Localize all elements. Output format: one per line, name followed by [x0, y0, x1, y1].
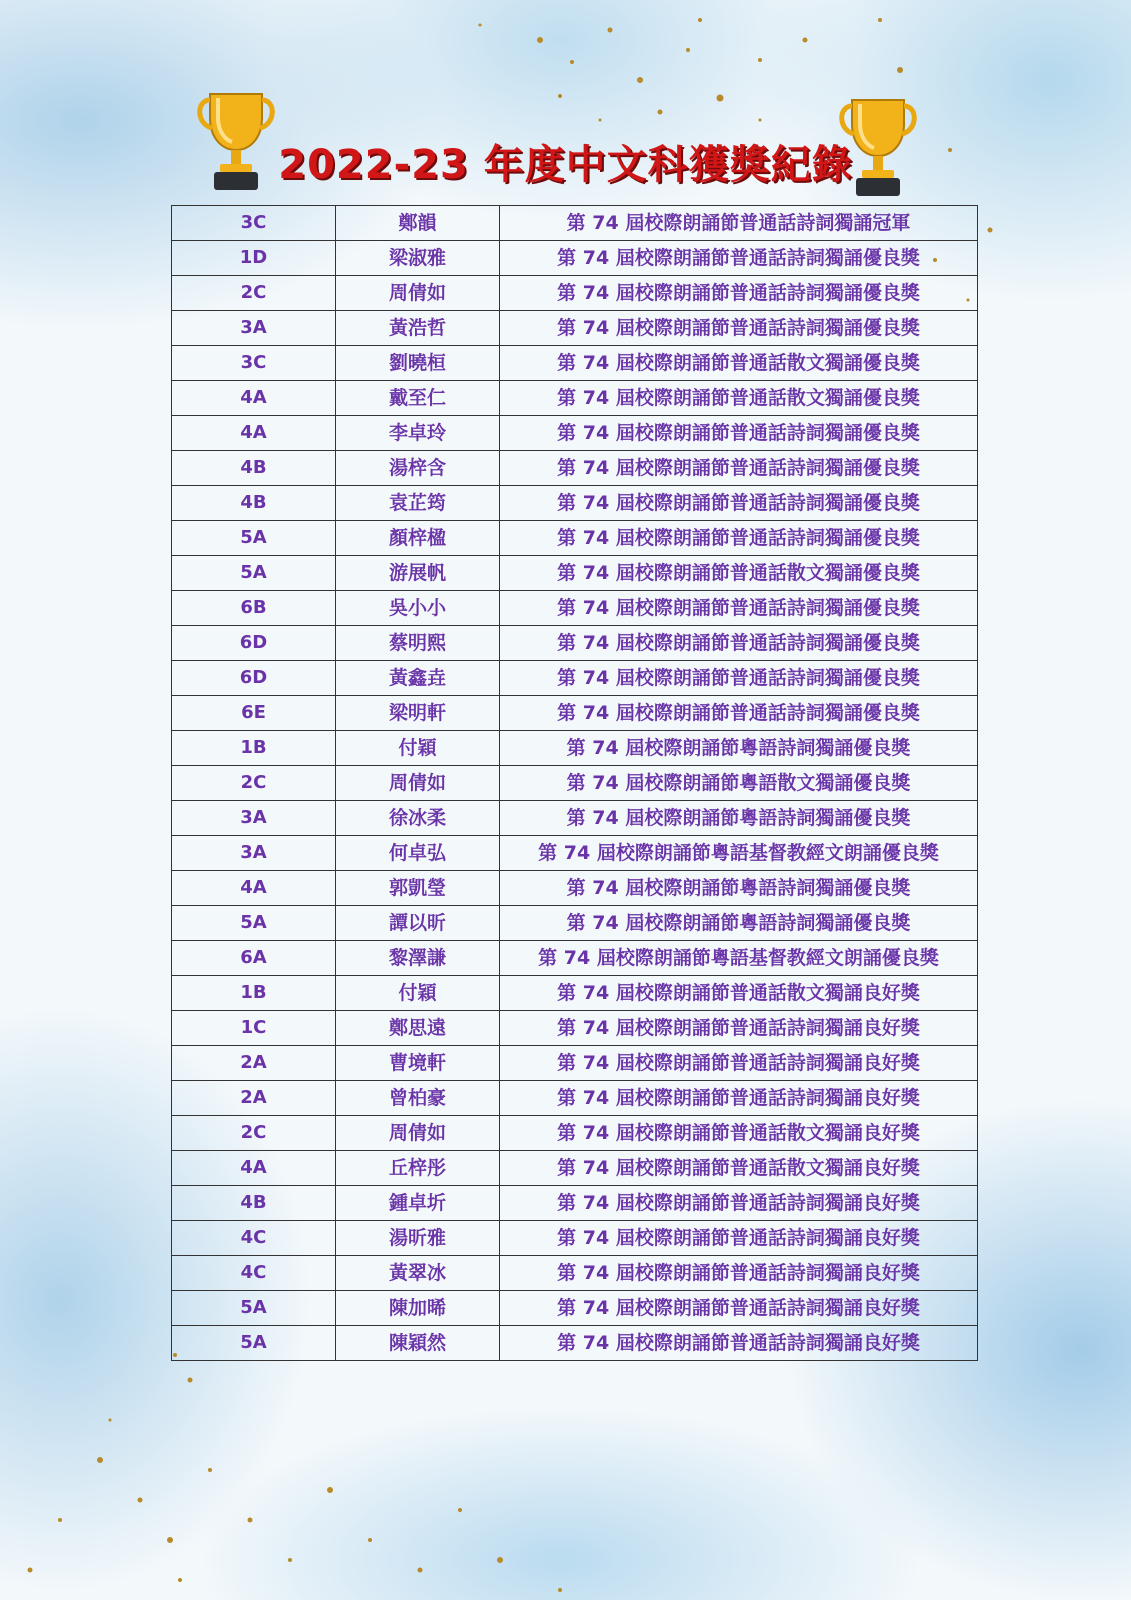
class-cell: 4B	[172, 451, 336, 486]
table-row	[172, 1116, 978, 1151]
class-cell: 4C	[172, 1221, 336, 1256]
table-row	[172, 661, 978, 696]
table-row	[172, 311, 978, 346]
class-cell: 5A	[172, 556, 336, 591]
award-cell: 第 74 屆校際朗誦節普通話詩詞獨誦優良獎	[500, 276, 978, 311]
class-cell: 3A	[172, 836, 336, 871]
class-cell: 1B	[172, 731, 336, 766]
award-cell: 第 74 屆校際朗誦節普通話散文獨誦良好獎	[500, 1116, 978, 1151]
class-cell: 6B	[172, 591, 336, 626]
table-row	[172, 1326, 978, 1361]
class-cell: 3C	[172, 206, 336, 241]
award-cell: 第 74 屆校際朗誦節普通話詩詞獨誦良好獎	[500, 1326, 978, 1361]
class-cell: 6A	[172, 941, 336, 976]
table-row	[172, 1221, 978, 1256]
table-row	[172, 941, 978, 976]
table-row	[172, 1291, 978, 1326]
class-cell: 4A	[172, 416, 336, 451]
table-row	[172, 731, 978, 766]
table-row	[172, 1151, 978, 1186]
class-cell: 2A	[172, 1046, 336, 1081]
table-row	[172, 871, 978, 906]
table-row	[172, 1081, 978, 1116]
class-cell: 5A	[172, 521, 336, 556]
award-cell: 第 74 屆校際朗誦節普通話詩詞獨誦優良獎	[500, 486, 978, 521]
class-cell: 1D	[172, 241, 336, 276]
table-row	[172, 486, 978, 521]
table-row	[172, 241, 978, 276]
class-cell: 2C	[172, 1116, 336, 1151]
class-cell: 4A	[172, 381, 336, 416]
student-name-cell: 劉曉桓	[336, 346, 500, 381]
award-cell: 第 74 屆校際朗誦節普通話詩詞獨誦優良獎	[500, 451, 978, 486]
class-cell: 4A	[172, 871, 336, 906]
student-name-cell: 周倩如	[336, 766, 500, 801]
award-cell: 第 74 屆校際朗誦節普通話散文獨誦良好獎	[500, 976, 978, 1011]
award-cell: 第 74 屆校際朗誦節普通話詩詞獨誦優良獎	[500, 241, 978, 276]
table-row	[172, 416, 978, 451]
class-cell: 4B	[172, 1186, 336, 1221]
student-name-cell: 周倩如	[336, 1116, 500, 1151]
table-row	[172, 556, 978, 591]
class-cell: 1C	[172, 1011, 336, 1046]
award-cell: 第 74 屆校際朗誦節普通話詩詞獨誦良好獎	[500, 1256, 978, 1291]
student-name-cell: 吳小小	[336, 591, 500, 626]
student-name-cell: 丘梓彤	[336, 1151, 500, 1186]
student-name-cell: 何卓弘	[336, 836, 500, 871]
student-name-cell: 李卓玲	[336, 416, 500, 451]
student-name-cell: 付穎	[336, 731, 500, 766]
award-cell: 第 74 屆校際朗誦節粵語詩詞獨誦優良獎	[500, 871, 978, 906]
class-cell: 3A	[172, 311, 336, 346]
table-row	[172, 276, 978, 311]
student-name-cell: 梁淑雅	[336, 241, 500, 276]
class-cell: 2A	[172, 1081, 336, 1116]
student-name-cell: 游展帆	[336, 556, 500, 591]
table-row	[172, 591, 978, 626]
table-row	[172, 381, 978, 416]
table-row	[172, 766, 978, 801]
student-name-cell: 黎澤謙	[336, 941, 500, 976]
award-cell: 第 74 屆校際朗誦節粵語詩詞獨誦優良獎	[500, 801, 978, 836]
student-name-cell: 顏梓楹	[336, 521, 500, 556]
student-name-cell: 梁明軒	[336, 696, 500, 731]
award-cell: 第 74 屆校際朗誦節粵語詩詞獨誦優良獎	[500, 731, 978, 766]
student-name-cell: 黃浩哲	[336, 311, 500, 346]
student-name-cell: 郭凱瑩	[336, 871, 500, 906]
table-row	[172, 696, 978, 731]
class-cell: 6D	[172, 661, 336, 696]
class-cell: 5A	[172, 906, 336, 941]
award-cell: 第 74 屆校際朗誦節普通話詩詞獨誦優良獎	[500, 696, 978, 731]
award-cell: 第 74 屆校際朗誦節普通話散文獨誦優良獎	[500, 346, 978, 381]
student-name-cell: 曹境軒	[336, 1046, 500, 1081]
student-name-cell: 蔡明熙	[336, 626, 500, 661]
award-cell: 第 74 屆校際朗誦節普通話詩詞獨誦良好獎	[500, 1291, 978, 1326]
class-cell: 6E	[172, 696, 336, 731]
class-cell: 5A	[172, 1326, 336, 1361]
student-name-cell: 戴至仁	[336, 381, 500, 416]
student-name-cell: 黃鑫垚	[336, 661, 500, 696]
table-row	[172, 801, 978, 836]
student-name-cell: 湯昕雅	[336, 1221, 500, 1256]
class-cell: 2C	[172, 276, 336, 311]
award-cell: 第 74 屆校際朗誦節普通話詩詞獨誦良好獎	[500, 1046, 978, 1081]
student-name-cell: 黃翠冰	[336, 1256, 500, 1291]
class-cell: 5A	[172, 1291, 336, 1326]
award-cell: 第 74 屆校際朗誦節普通話詩詞獨誦優良獎	[500, 416, 978, 451]
table-row	[172, 1011, 978, 1046]
class-cell: 4C	[172, 1256, 336, 1291]
table-row	[172, 1186, 978, 1221]
class-cell: 2C	[172, 766, 336, 801]
table-row	[172, 626, 978, 661]
table-row	[172, 976, 978, 1011]
class-cell: 4B	[172, 486, 336, 521]
student-name-cell: 湯梓含	[336, 451, 500, 486]
student-name-cell: 鄭韻	[336, 206, 500, 241]
award-cell: 第 74 屆校際朗誦節普通話散文獨誦優良獎	[500, 381, 978, 416]
table-row	[172, 451, 978, 486]
student-name-cell: 譚以昕	[336, 906, 500, 941]
table-row	[172, 906, 978, 941]
class-cell: 4A	[172, 1151, 336, 1186]
award-cell: 第 74 屆校際朗誦節普通話詩詞獨誦良好獎	[500, 1081, 978, 1116]
class-cell: 3A	[172, 801, 336, 836]
award-cell: 第 74 屆校際朗誦節粵語基督教經文朗誦優良獎	[500, 941, 978, 976]
table-row	[172, 206, 978, 241]
table-row	[172, 521, 978, 556]
page-title: 2022-23 年度中文科獲獎紀錄	[278, 142, 853, 188]
student-name-cell: 付穎	[336, 976, 500, 1011]
title-bar	[0, 130, 1131, 200]
table-row	[172, 346, 978, 381]
award-cell: 第 74 屆校際朗誦節粵語詩詞獨誦優良獎	[500, 906, 978, 941]
table-row	[172, 1046, 978, 1081]
award-cell: 第 74 屆校際朗誦節普通話詩詞獨誦良好獎	[500, 1011, 978, 1046]
student-name-cell: 陳穎然	[336, 1326, 500, 1361]
award-cell: 第 74 屆校際朗誦節普通話詩詞獨誦優良獎	[500, 311, 978, 346]
award-cell: 第 74 屆校際朗誦節普通話詩詞獨誦優良獎	[500, 626, 978, 661]
student-name-cell: 周倩如	[336, 276, 500, 311]
student-name-cell: 陳加晞	[336, 1291, 500, 1326]
table-row	[172, 1256, 978, 1291]
class-cell: 3C	[172, 346, 336, 381]
student-name-cell: 鍾卓圻	[336, 1186, 500, 1221]
student-name-cell: 曾柏豪	[336, 1081, 500, 1116]
awards-table	[171, 205, 978, 1361]
class-cell: 6D	[172, 626, 336, 661]
award-cell: 第 74 屆校際朗誦節普通話散文獨誦優良獎	[500, 556, 978, 591]
award-cell: 第 74 屆校際朗誦節普通話詩詞獨誦良好獎	[500, 1221, 978, 1256]
student-name-cell: 鄭思遠	[336, 1011, 500, 1046]
award-cell: 第 74 屆校際朗誦節普通話詩詞獨誦優良獎	[500, 521, 978, 556]
award-cell: 第 74 屆校際朗誦節普通話詩詞獨誦優良獎	[500, 591, 978, 626]
student-name-cell: 袁芷筠	[336, 486, 500, 521]
award-cell: 第 74 屆校際朗誦節粵語散文獨誦優良獎	[500, 766, 978, 801]
award-cell: 第 74 屆校際朗誦節普通話詩詞獨誦冠軍	[500, 206, 978, 241]
award-cell: 第 74 屆校際朗誦節普通話詩詞獨誦優良獎	[500, 661, 978, 696]
class-cell: 1B	[172, 976, 336, 1011]
award-cell: 第 74 屆校際朗誦節普通話詩詞獨誦良好獎	[500, 1186, 978, 1221]
award-cell: 第 74 屆校際朗誦節粵語基督教經文朗誦優良獎	[500, 836, 978, 871]
award-cell: 第 74 屆校際朗誦節普通話散文獨誦良好獎	[500, 1151, 978, 1186]
student-name-cell: 徐冰柔	[336, 801, 500, 836]
table-row	[172, 836, 978, 871]
